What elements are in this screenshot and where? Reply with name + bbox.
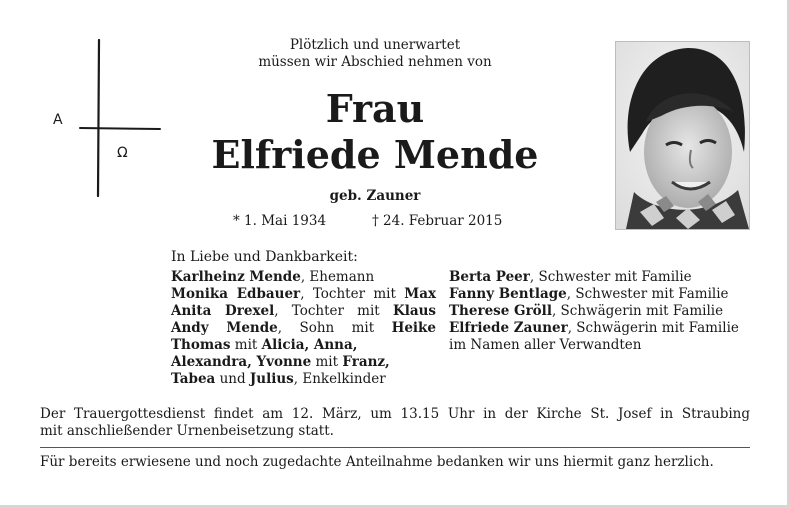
birth-date: * 1. Mai 1934 (233, 213, 327, 229)
alpha-letter: A (53, 112, 63, 128)
mourner-relation: , Schwägerin mit Familie (567, 320, 739, 336)
portrait-image (616, 42, 749, 229)
mourner-line (171, 320, 436, 337)
mourner-line (449, 337, 769, 354)
mourner-line (449, 303, 769, 320)
portrait-photo (615, 41, 750, 230)
mourner-relation: im Namen aller Verwandten (449, 337, 642, 353)
mourner-relation: mit (230, 337, 262, 353)
mourner-line (171, 303, 436, 320)
deceased-name: Elfriede Mende (211, 132, 539, 177)
mourner-name: Alicia, Anna, (261, 337, 358, 353)
mourner-line (171, 269, 436, 286)
mourner-name: Franz, (342, 354, 390, 370)
mourner-relation: , Ehemann (300, 269, 375, 285)
maiden-name: geb. Zauner (329, 188, 421, 204)
mourner-relation: , Tochter mit (274, 303, 393, 319)
mourner-name: Elfriede Zauner (449, 320, 568, 336)
divider (40, 447, 750, 448)
service-line-1: Der Trauergottesdienst findet am 12. März, um 13.15 Uhr in der Kirche St. Josef in Straubing (40, 406, 750, 422)
service-line-2: mit anschließender Urnenbeisetzung statt. (40, 423, 334, 439)
mourner-name: Therese Gröll (449, 303, 552, 319)
mourner-name: Heike (391, 320, 436, 336)
mourner-line (171, 371, 436, 388)
mourner-name: Thomas (171, 337, 231, 353)
mourner-line (449, 269, 769, 286)
mourner-name: Monika Edbauer (171, 286, 301, 302)
mourner-line (171, 286, 436, 303)
mourner-relation: , Enkelkinder (293, 371, 386, 387)
death-date: † 24. Februar 2015 (372, 213, 503, 229)
mourner-relation: , Schwester mit Familie (566, 286, 729, 302)
funeral-service-info (40, 406, 750, 440)
mourner-relation: , Sohn mit (277, 320, 392, 336)
mourners-right-column (449, 269, 769, 354)
mourners-intro: In Liebe und Dankbarkeit: (171, 249, 358, 265)
mourner-name: Julius (249, 371, 294, 387)
omega-letter: Ω (117, 145, 128, 161)
intro-line-1: Plötzlich und unerwartet (289, 37, 461, 53)
mourner-relation: , Tochter mit (300, 286, 405, 302)
mourner-relation: und (215, 371, 250, 387)
mourner-relation: mit (311, 354, 343, 370)
mourner-name: Max (404, 286, 436, 302)
mourner-name: Alexandra, Yvonne (171, 354, 312, 370)
mourner-name: Tabea (171, 371, 216, 387)
intro-text (210, 37, 540, 71)
mourner-line (449, 286, 769, 303)
salutation: Frau (325, 86, 425, 131)
mourner-relation: , Schwägerin mit Familie (551, 303, 724, 319)
mourner-name: Klaus (392, 303, 436, 319)
cross-icon (38, 38, 168, 198)
mourners-left-column (171, 269, 436, 388)
mourner-name: Berta Peer (449, 269, 530, 285)
mourner-relation: , Schwester mit Familie (529, 269, 692, 285)
mourner-line (171, 354, 436, 371)
mourner-name: Anita Drexel (171, 303, 275, 319)
mourner-line (449, 320, 769, 337)
closing-thanks: Für bereits erwiesene und noch zugedachte Anteilnahme bedanken wir uns hiermit ganz herzlich. (40, 454, 714, 470)
mourner-line (171, 337, 436, 354)
mourner-name: Karlheinz Mende (171, 269, 301, 285)
intro-line-2: müssen wir Abschied nehmen von (258, 54, 492, 70)
mourner-name: Andy Mende (171, 320, 278, 336)
mourner-name: Fanny Bentlage (449, 286, 567, 302)
